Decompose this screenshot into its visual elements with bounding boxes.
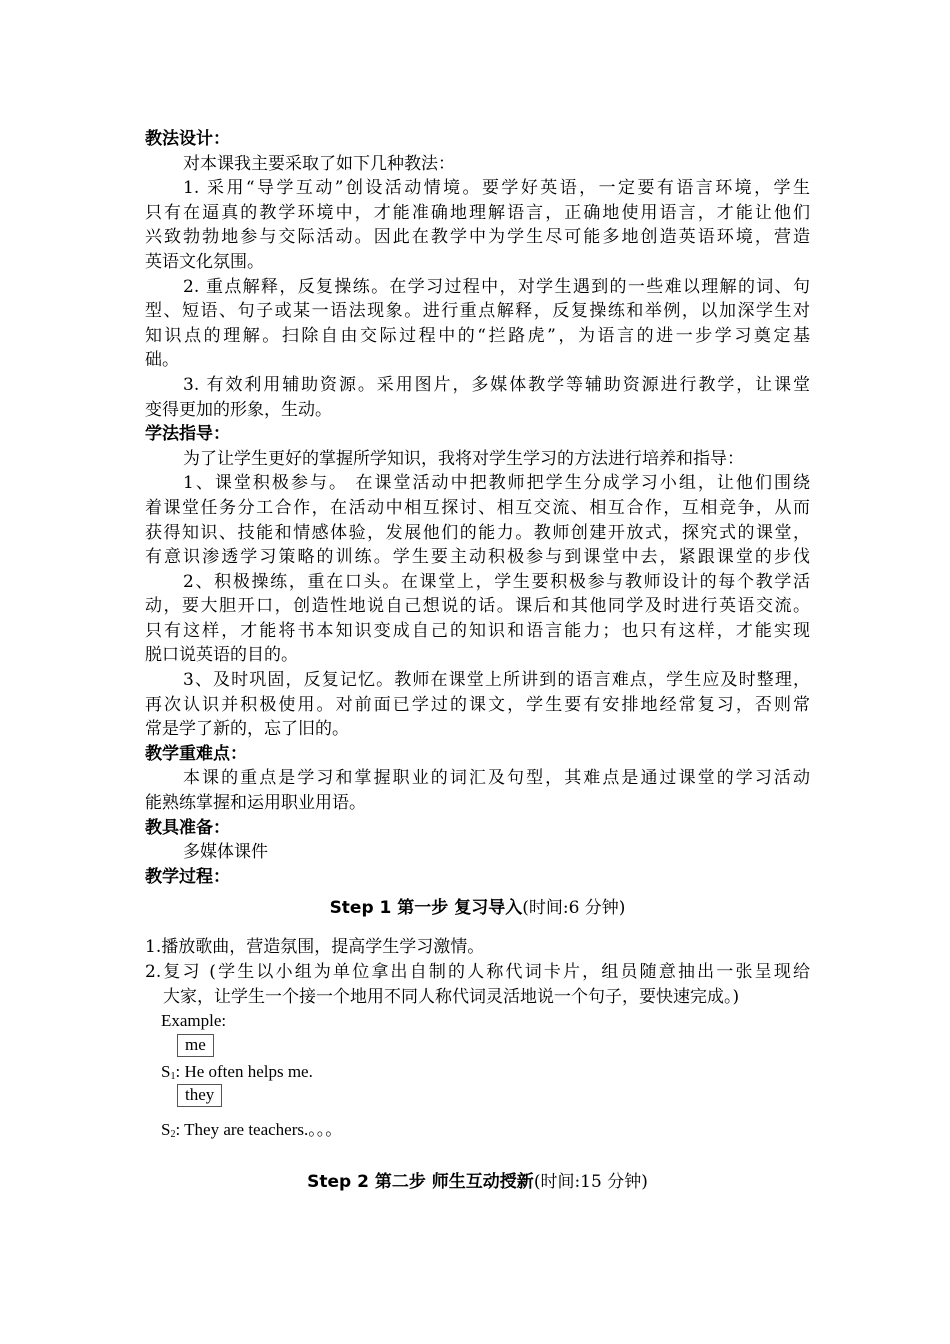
- step1-item2-line: 2.复习 (学生以小组为单位拿出自制的人称代词卡片，组员随意抽出一张呈现给: [145, 962, 810, 982]
- card-row: [145, 1084, 810, 1110]
- step1-item2-line: 大家，让学生一个接一个地用不同人称代词灵活地说一个句子，要快速完成。): [163, 986, 740, 1007]
- step2-title: Step 2 第二步 师生互动授新: [307, 1171, 534, 1192]
- tm-p2-line: 2. 重点解释，反复操练。在学习过程中，对学生遇到的一些难以理解的词、句: [183, 276, 810, 297]
- sentence-text: : He often helps me.: [175, 1061, 313, 1081]
- example-label: Example:: [161, 1011, 227, 1031]
- tm-p1-line: 1. 采用“导学互动”创设活动情境。要学好英语，一定要有语言环境，学生: [183, 178, 810, 199]
- pronoun-card-me: me: [177, 1034, 214, 1057]
- key-points-line: 本课的重点是学习和掌握职业的词汇及句型，其难点是通过课堂的学习活动: [183, 768, 810, 789]
- example-sentence-2: [145, 1118, 810, 1143]
- speaker-label: S: [161, 1061, 171, 1081]
- heading-teaching-method: 教法设计：: [145, 129, 230, 149]
- speaker-subscript: 1: [170, 1070, 176, 1082]
- card-row: [145, 1034, 810, 1060]
- lm-p1-line: 获得知识、技能和情感体验，发展他们的能力。教师创建开放式，探究式的课堂，: [145, 522, 810, 543]
- document-body: [145, 127, 810, 1197]
- lm-p3-line: 再次认识并积极使用。对前面已学过的课文，学生要有安排地经常复习，否则常: [145, 694, 810, 715]
- heading-key-points: 教学重难点：: [145, 743, 247, 764]
- lm-p1-line: 有意识渗透学习策略的训练。学生要主动积极参与到课堂中去，紧跟课堂的步伐: [145, 547, 810, 568]
- key-points-line: 能熟练掌握和运用职业用语。: [145, 793, 366, 814]
- lm-p3-line: 常是学了新的，忘了旧的。: [145, 719, 349, 740]
- speaker-subscript: 2: [170, 1129, 176, 1141]
- learning-method-intro: 为了让学生更好的掌握所学知识，我将对学生学习的方法进行培养和指导：: [183, 448, 744, 469]
- tm-p1-line: 兴致勃勃地参与交际活动。因此在教学中为学生尽可能多地创造英语环境，营造: [145, 227, 810, 248]
- aids-text: 多媒体课件: [183, 842, 268, 863]
- step2-time: (时间:15 分钟): [533, 1171, 648, 1192]
- tm-p3-line: 3. 有效利用辅助资源。采用图片，多媒体教学等辅助资源进行教学，让课堂: [183, 374, 810, 395]
- tm-p2-line: 型、短语、句子或某一语法现象。进行重点解释，反复操练和举例，以加深学生对: [145, 301, 810, 322]
- lm-p2-line: 动，要大胆开口，创造性地说自己想说的话。课后和其他同学及时进行英语交流。: [145, 596, 810, 617]
- tm-p2-line: 知识点的理解。扫除自由交际过程中的“拦路虎”，为语言的进一步学习奠定基: [145, 325, 810, 346]
- step1-time: (时间:6 分钟): [522, 898, 626, 919]
- step2-heading: [145, 1167, 810, 1197]
- step1-item1: 1.播放歌曲，营造氛围，提高学生学习激情。: [145, 937, 485, 958]
- lm-p2-line: 2、积极操练，重在口头。在课堂上，学生要积极参与教师设计的每个教学活: [183, 571, 810, 592]
- lm-p1-line: 1、课堂积极参与。 在课堂活动中把教师把学生分成学习小组，让他们围绕: [183, 473, 810, 494]
- tm-p2-line: 础。: [145, 350, 179, 371]
- teaching-method-intro: 对本课我主要采取了如下几种教法：: [183, 153, 455, 174]
- step1-heading: [145, 893, 810, 923]
- lm-p3-line: 3、及时巩固，反复记忆。教师在课堂上所讲到的语言难点，学生应及时整理，: [183, 670, 810, 691]
- lm-p2-line: 脱口说英语的目的。: [145, 645, 298, 666]
- lm-p2-line: 只有这样，才能将书本知识变成自己的知识和语言能力；也只有这样，才能实现: [145, 620, 810, 641]
- step1-title: Step 1 第一步 复习导入: [329, 898, 523, 919]
- heading-aids: 教具准备：: [145, 817, 230, 838]
- lm-p1-line: 着课堂任务分工合作，在活动中相互探讨、相互交流、相互合作，互相竞争，从而: [145, 497, 810, 518]
- heading-process: 教学过程：: [145, 866, 230, 887]
- tm-p1-line: 只有在逼真的教学环境中，才能准确地理解语言，正确地使用语言，才能让他们: [145, 202, 810, 223]
- speaker-label: S: [161, 1120, 171, 1140]
- heading-learning-method: 学法指导：: [145, 424, 230, 445]
- pronoun-card-they: they: [177, 1084, 222, 1107]
- tm-p3-line: 变得更加的形象，生动。: [145, 399, 332, 420]
- example-sentence-1: [145, 1060, 810, 1085]
- tm-p1-line: 英语文化氛围。: [145, 251, 264, 272]
- sentence-text: : They are teachers.。。。: [175, 1120, 343, 1140]
